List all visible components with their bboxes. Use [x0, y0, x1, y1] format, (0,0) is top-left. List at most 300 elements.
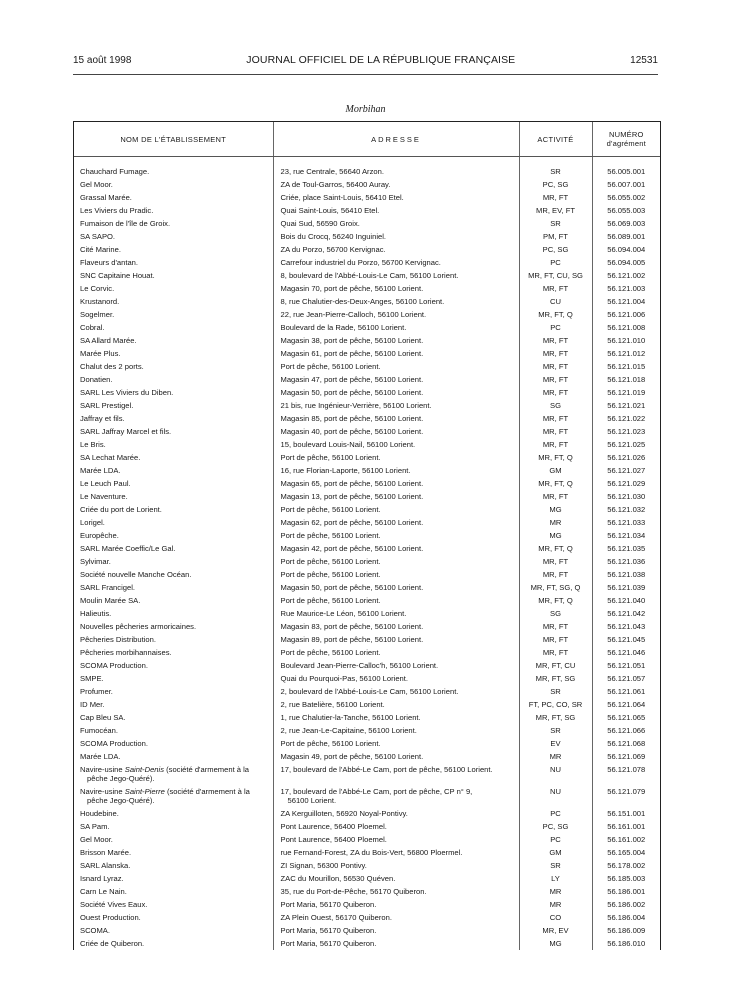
establishment-name: Pêcheries morbihannaises. — [80, 648, 172, 657]
establishment-name: Fumaison de l'île de Groix. — [80, 219, 171, 228]
activity-codes: MR, EV, FT — [519, 204, 592, 217]
establishment-address — [273, 737, 519, 750]
establishment-name: Cité Marine. — [80, 245, 121, 254]
establishment-name-suffix: (société d'armement à la — [164, 765, 250, 774]
approval-number: 56.121.069 — [592, 750, 660, 763]
address-line: ZA Kerguilloten, 56920 Noyal-Pontivy. — [280, 809, 408, 818]
activity-codes: MR, FT — [519, 386, 592, 399]
establishment-name: SA Lechat Marée. — [80, 453, 141, 462]
approval-number: 56.121.022 — [592, 412, 660, 425]
approval-number: 56.007.001 — [592, 178, 660, 191]
table-row — [74, 191, 660, 204]
establishment-address — [273, 295, 519, 308]
approval-number: 56.121.015 — [592, 360, 660, 373]
column-header-number-line2: d'agrément — [606, 139, 646, 148]
table-row — [74, 386, 660, 399]
establishment-address — [273, 516, 519, 529]
establishment-name: Le Corvic. — [80, 284, 115, 293]
establishment-address — [273, 438, 519, 451]
table-row — [74, 581, 660, 594]
activity-codes: PC, SG — [519, 178, 592, 191]
establishment-name-continuation: pêche Jego-Quéré). — [87, 796, 155, 805]
activity-codes: NU — [519, 785, 592, 807]
establishment-address — [273, 937, 519, 950]
table-row — [74, 750, 660, 763]
running-header — [73, 52, 658, 68]
approval-number: 56.121.023 — [592, 425, 660, 438]
establishment-address — [273, 243, 519, 256]
activity-codes: PC — [519, 833, 592, 846]
establishment-name: Criée du port de Lorient. — [80, 505, 162, 514]
establishment-address — [273, 659, 519, 672]
table-row — [74, 425, 660, 438]
establishment-address — [273, 269, 519, 282]
approval-number: 56.121.045 — [592, 633, 660, 646]
establishment-address — [273, 633, 519, 646]
activity-codes: MR, FT, Q — [519, 594, 592, 607]
approval-number: 56.121.064 — [592, 698, 660, 711]
column-header-number-line1: NUMÉRO — [608, 130, 644, 139]
approval-number: 56.185.003 — [592, 872, 660, 885]
establishment-address — [273, 542, 519, 555]
table-row — [74, 672, 660, 685]
establishment-address — [273, 399, 519, 412]
approval-number: 56.161.001 — [592, 820, 660, 833]
address-line: Magasin 83, port de pêche, 56100 Lorient. — [280, 622, 424, 631]
approval-number: 56.186.004 — [592, 911, 660, 924]
activity-codes: CU — [519, 295, 592, 308]
table-row — [74, 846, 660, 859]
address-line: ZA Plein Ouest, 56170 Quiberon. — [280, 913, 392, 922]
address-line: 2, rue Jean-Le-Capitaine, 56100 Lorient. — [280, 726, 417, 735]
address-line: ZA de Toul-Garros, 56400 Auray. — [280, 180, 391, 189]
table-row — [74, 872, 660, 885]
establishment-name: Donatien. — [80, 375, 113, 384]
activity-codes: PC, SG — [519, 820, 592, 833]
approval-number: 56.094.004 — [592, 243, 660, 256]
approval-number: 56.069.003 — [592, 217, 660, 230]
approval-number: 56.121.002 — [592, 269, 660, 282]
activity-codes: MR, FT — [519, 334, 592, 347]
activity-codes: SR — [519, 859, 592, 872]
approval-number: 56.121.046 — [592, 646, 660, 659]
establishment-name: SARL Prestigel. — [80, 401, 134, 410]
establishment-name: Sylvimar. — [80, 557, 111, 566]
address-line: Carrefour industriel du Porzo, 56700 Kervignac. — [280, 258, 441, 267]
approval-number: 56.121.033 — [592, 516, 660, 529]
establishment-address — [273, 360, 519, 373]
activity-codes: MG — [519, 937, 592, 950]
establishment-name: Lorigel. — [80, 518, 105, 527]
activity-codes: SR — [519, 724, 592, 737]
address-line: Magasin 40, port de pêche, 56100 Lorient. — [280, 427, 424, 436]
address-line: Port de pêche, 56100 Lorient. — [280, 739, 381, 748]
approval-number: 56.055.003 — [592, 204, 660, 217]
establishment-name: Carn Le Nain. — [80, 887, 127, 896]
establishment-name: Cap Bleu SA. — [80, 713, 126, 722]
table-row — [74, 295, 660, 308]
establishment-name: SMPE. — [80, 674, 104, 683]
approval-number: 56.121.021 — [592, 399, 660, 412]
header-rule — [73, 74, 658, 75]
table-row — [74, 204, 660, 217]
establishment-name: Houdebine. — [80, 809, 119, 818]
establishment-address — [273, 529, 519, 542]
establishment-name: Le Leuch Paul. — [80, 479, 131, 488]
address-line: Port Maria, 56170 Quiberon. — [280, 939, 377, 948]
table-row — [74, 763, 660, 785]
table-row — [74, 256, 660, 269]
establishment-name: Société Vives Eaux. — [80, 900, 148, 909]
address-line-continuation: 56100 Lorient. — [287, 796, 337, 805]
column-header-address: ADRESSE — [273, 122, 519, 157]
table-row — [74, 711, 660, 724]
approval-number: 56.121.079 — [592, 785, 660, 807]
address-line: Port de pêche, 56100 Lorient. — [280, 648, 381, 657]
establishment-address — [273, 807, 519, 820]
establishment-name: Moulin Marée SA. — [80, 596, 141, 605]
establishment-address — [273, 373, 519, 386]
approval-number: 56.178.002 — [592, 859, 660, 872]
table-row — [74, 785, 660, 807]
address-line: Port de pêche, 56100 Lorient. — [280, 557, 381, 566]
establishment-address — [273, 347, 519, 360]
establishment-address — [273, 178, 519, 191]
establishment-name: Société nouvelle Manche Océan. — [80, 570, 192, 579]
table-row — [74, 833, 660, 846]
activity-codes: GM — [519, 464, 592, 477]
establishment-name: SARL Alanska. — [80, 861, 131, 870]
column-header-number — [592, 122, 660, 157]
establishment-address — [273, 555, 519, 568]
activity-codes: PC — [519, 256, 592, 269]
establishment-address — [273, 204, 519, 217]
address-line: Magasin 62, port de pêche, 56100 Lorient. — [280, 518, 424, 527]
approval-number: 56.121.008 — [592, 321, 660, 334]
activity-codes: MR — [519, 750, 592, 763]
activity-codes: MR, FT, Q — [519, 308, 592, 321]
table-row — [74, 477, 660, 490]
establishment-address — [273, 885, 519, 898]
table-row — [74, 334, 660, 347]
address-line: Quai du Pourquoi-Pas, 56100 Lorient. — [280, 674, 408, 683]
establishment-name: Krustanord. — [80, 297, 120, 306]
establishment-address — [273, 321, 519, 334]
table-row — [74, 542, 660, 555]
table-row — [74, 820, 660, 833]
address-line: Magasin 50, port de pêche, 56100 Lorient. — [280, 388, 424, 397]
table-row — [74, 568, 660, 581]
approval-number: 56.121.057 — [592, 672, 660, 685]
activity-codes: NU — [519, 763, 592, 785]
approval-number: 56.121.026 — [592, 451, 660, 464]
establishment-name: Chauchard Fumage. — [80, 167, 150, 176]
table-row — [74, 399, 660, 412]
establishment-name: SARL Les Viviers du Diben. — [80, 388, 174, 397]
activity-codes: MR, FT — [519, 646, 592, 659]
address-line: 8, boulevard de l'Abbé-Louis-Le Cam, 56100 Lorient. — [280, 271, 459, 280]
table-header-row — [74, 122, 660, 157]
approval-number: 56.055.002 — [592, 191, 660, 204]
establishment-address — [273, 568, 519, 581]
address-line: Bois du Crocq, 56240 Inguiniel. — [280, 232, 387, 241]
establishment-name: Sogelmer. — [80, 310, 115, 319]
table-row — [74, 807, 660, 820]
activity-codes: MR — [519, 516, 592, 529]
address-line: Magasin 50, port de pêche, 56100 Lorient. — [280, 583, 424, 592]
activity-codes: MR, FT — [519, 633, 592, 646]
establishment-address — [273, 924, 519, 937]
activity-codes: MR, FT — [519, 490, 592, 503]
address-line: 22, rue Jean-Pierre-Calloch, 56100 Lorient. — [280, 310, 427, 319]
establishment-address — [273, 833, 519, 846]
establishment-address — [273, 477, 519, 490]
activity-codes: GM — [519, 846, 592, 859]
approval-number: 56.121.032 — [592, 503, 660, 516]
approval-number: 56.121.051 — [592, 659, 660, 672]
approval-number: 56.121.027 — [592, 464, 660, 477]
activity-codes: PC — [519, 807, 592, 820]
approval-number: 56.165.004 — [592, 846, 660, 859]
establishment-address — [273, 672, 519, 685]
activity-codes: MR, EV — [519, 924, 592, 937]
establishment-address — [273, 785, 519, 807]
address-line: 17, boulevard de l'Abbé-Le Cam, port de pêche, 56100 Lorient. — [280, 765, 493, 774]
establishment-name: Marée LDA. — [80, 466, 121, 475]
table-row — [74, 243, 660, 256]
approval-number: 56.121.066 — [592, 724, 660, 737]
table-row — [74, 269, 660, 282]
address-line: Port de pêche, 56100 Lorient. — [280, 362, 381, 371]
approval-number: 56.121.036 — [592, 555, 660, 568]
establishment-name: Gel Moor. — [80, 180, 113, 189]
approval-number: 56.121.030 — [592, 490, 660, 503]
address-line: 21 bis, rue Ingénieur-Verrière, 56100 Lorient. — [280, 401, 432, 410]
establishment-name: SA SAPO. — [80, 232, 116, 241]
table-row — [74, 217, 660, 230]
establishment-address — [273, 607, 519, 620]
table-row — [74, 490, 660, 503]
establishment-address — [273, 581, 519, 594]
activity-codes: MR, FT — [519, 620, 592, 633]
activity-codes: MR, FT — [519, 373, 592, 386]
table-row — [74, 685, 660, 698]
establishment-address — [273, 872, 519, 885]
address-line: 2, rue Batelière, 56100 Lorient. — [280, 700, 385, 709]
activity-codes: MR, FT, Q — [519, 451, 592, 464]
address-line: 1, rue Chalutier-la-Tanche, 56100 Lorient. — [280, 713, 421, 722]
establishment-name: Le Naventure. — [80, 492, 128, 501]
activity-codes: FT, PC, CO, SR — [519, 698, 592, 711]
establishment-address — [273, 191, 519, 204]
table-row — [74, 529, 660, 542]
establishment-address — [273, 724, 519, 737]
establishment-address — [273, 451, 519, 464]
activity-codes: MR, FT — [519, 282, 592, 295]
approval-number: 56.121.065 — [592, 711, 660, 724]
approval-number: 56.121.043 — [592, 620, 660, 633]
approval-number: 56.121.029 — [592, 477, 660, 490]
table-row — [74, 451, 660, 464]
activity-codes: MR — [519, 898, 592, 911]
establishment-address — [273, 282, 519, 295]
address-line: Port de pêche, 56100 Lorient. — [280, 531, 381, 540]
address-line: Magasin 61, port de pêche, 56100 Lorient. — [280, 349, 424, 358]
approval-number: 56.089.001 — [592, 230, 660, 243]
establishment-name: SARL Marée Coeffic/Le Gal. — [80, 544, 176, 553]
establishment-name: SCOMA Production. — [80, 661, 148, 670]
establishment-name-prefix: Navire-usine — [80, 787, 125, 796]
table-row — [74, 607, 660, 620]
establishment-name: Pêcheries Distribution. — [80, 635, 156, 644]
address-line: Pont Laurence, 56400 Ploemel. — [280, 835, 387, 844]
address-line: ZAC du Mourillon, 56530 Quéven. — [280, 874, 396, 883]
approval-number: 56.121.038 — [592, 568, 660, 581]
address-line: 35, rue du Port-de-Pêche, 56170 Quiberon. — [280, 887, 427, 896]
establishment-name — [74, 763, 273, 785]
address-line: Magasin 65, port de pêche, 56100 Lorient. — [280, 479, 424, 488]
establishment-name-suffix: (société d'armement à la — [164, 787, 250, 796]
address-line: 15, boulevard Louis-Nail, 56100 Lorient. — [280, 440, 416, 449]
establishment-address — [273, 685, 519, 698]
activity-codes: MR, FT, SG — [519, 711, 592, 724]
establishment-address — [273, 386, 519, 399]
address-line: ZA du Porzo, 56700 Kervignac. — [280, 245, 386, 254]
table-row — [74, 464, 660, 477]
activity-codes: SG — [519, 399, 592, 412]
address-line: Pont Laurence, 56400 Ploemel. — [280, 822, 387, 831]
establishment-name: Profumer. — [80, 687, 113, 696]
establishment-name-continuation: pêche Jego-Quéré). — [87, 774, 155, 783]
establishment-name: Fumocéan. — [80, 726, 118, 735]
establishment-name: SNC Capitaine Houat. — [80, 271, 155, 280]
journal-title: JOURNAL OFFICIEL DE LA RÉPUBLIQUE FRANÇAISE — [246, 54, 516, 66]
activity-codes: SG — [519, 607, 592, 620]
establishment-name: SA Allard Marée. — [80, 336, 137, 345]
activity-codes: MR, FT, SG, Q — [519, 581, 592, 594]
approval-number: 56.186.001 — [592, 885, 660, 898]
establishment-name: SARL Jaffray Marcel et fils. — [80, 427, 172, 436]
approval-number: 56.121.061 — [592, 685, 660, 698]
table-row — [74, 620, 660, 633]
establishment-address — [273, 820, 519, 833]
address-line: Port de pêche, 56100 Lorient. — [280, 570, 381, 579]
establishment-name: Ouest Production. — [80, 913, 141, 922]
table-row — [74, 698, 660, 711]
approval-number: 56.121.025 — [592, 438, 660, 451]
activity-codes: MR, FT — [519, 425, 592, 438]
address-line: Magasin 38, port de pêche, 56100 Lorient. — [280, 336, 424, 345]
table-row — [74, 885, 660, 898]
establishment-name: Brisson Marée. — [80, 848, 132, 857]
table-row — [74, 633, 660, 646]
address-line: 2, boulevard de l'Abbé-Louis-Le Cam, 56100 Lorient. — [280, 687, 459, 696]
approval-number: 56.121.035 — [592, 542, 660, 555]
address-line: Port Maria, 56170 Quiberon. — [280, 926, 377, 935]
establishment-name: Europêche. — [80, 531, 119, 540]
activity-codes: MR, FT — [519, 412, 592, 425]
activity-codes: PC — [519, 321, 592, 334]
activity-codes: EV — [519, 737, 592, 750]
establishments-table — [73, 121, 661, 950]
address-line: Criée, place Saint-Louis, 56410 Etel. — [280, 193, 404, 202]
establishment-name: SARL Francigel. — [80, 583, 136, 592]
establishment-address — [273, 165, 519, 178]
table-row — [74, 911, 660, 924]
establishment-name: Criée de Quiberon. — [80, 939, 145, 948]
approval-number: 56.121.039 — [592, 581, 660, 594]
approval-number: 56.121.003 — [592, 282, 660, 295]
table-row — [74, 165, 660, 178]
activity-codes: MR, FT — [519, 438, 592, 451]
establishment-address — [273, 425, 519, 438]
address-line: Magasin 47, port de pêche, 56100 Lorient. — [280, 375, 424, 384]
establishment-name: Jaffray et fils. — [80, 414, 125, 423]
approval-number: 56.151.001 — [592, 807, 660, 820]
table-row — [74, 516, 660, 529]
approval-number: 56.121.034 — [592, 529, 660, 542]
establishment-name: SCOMA Production. — [80, 739, 148, 748]
establishment-address — [273, 217, 519, 230]
activity-codes: SR — [519, 165, 592, 178]
approval-number: 56.121.019 — [592, 386, 660, 399]
table-row — [74, 503, 660, 516]
address-line: Magasin 89, port de pêche, 56100 Lorient. — [280, 635, 424, 644]
table-row — [74, 321, 660, 334]
address-line: Port de pêche, 56100 Lorient. — [280, 505, 381, 514]
establishment-address — [273, 711, 519, 724]
address-line: 23, rue Centrale, 56640 Arzon. — [280, 167, 384, 176]
table-row — [74, 178, 660, 191]
approval-number: 56.121.018 — [592, 373, 660, 386]
table-row — [74, 230, 660, 243]
establishment-address — [273, 503, 519, 516]
establishment-address — [273, 308, 519, 321]
establishment-address — [273, 230, 519, 243]
address-line: Magasin 13, port de pêche, 56100 Lorient. — [280, 492, 424, 501]
establishment-address — [273, 334, 519, 347]
approval-number: 56.121.042 — [592, 607, 660, 620]
table-row — [74, 555, 660, 568]
establishment-name: Marée Plus. — [80, 349, 121, 358]
activity-codes: MR, FT, SG — [519, 672, 592, 685]
table-spacer-row — [74, 157, 660, 166]
activity-codes: PC, SG — [519, 243, 592, 256]
establishment-name — [74, 785, 273, 807]
address-line: Magasin 85, port de pêche, 56100 Lorient. — [280, 414, 424, 423]
approval-number: 56.121.078 — [592, 763, 660, 785]
establishment-name: Cobral. — [80, 323, 105, 332]
ship-name: Saint-Pierre — [124, 787, 165, 796]
activity-codes: MR, FT — [519, 360, 592, 373]
activity-codes: LY — [519, 872, 592, 885]
section-title: Morbihan — [345, 104, 386, 115]
activity-codes: MR, FT, Q — [519, 542, 592, 555]
establishment-name: Grassal Marée. — [80, 193, 132, 202]
address-line: Port Maria, 56170 Quiberon. — [280, 900, 377, 909]
establishment-name: Isnard Lyraz. — [80, 874, 124, 883]
approval-number: 56.121.012 — [592, 347, 660, 360]
approval-number: 56.186.009 — [592, 924, 660, 937]
establishment-address — [273, 412, 519, 425]
activity-codes: SR — [519, 685, 592, 698]
table-row — [74, 737, 660, 750]
activity-codes: MR — [519, 885, 592, 898]
activity-codes: SR — [519, 217, 592, 230]
approval-number: 56.094.005 — [592, 256, 660, 269]
table-row — [74, 438, 660, 451]
establishment-name: Halieutis. — [80, 609, 112, 618]
